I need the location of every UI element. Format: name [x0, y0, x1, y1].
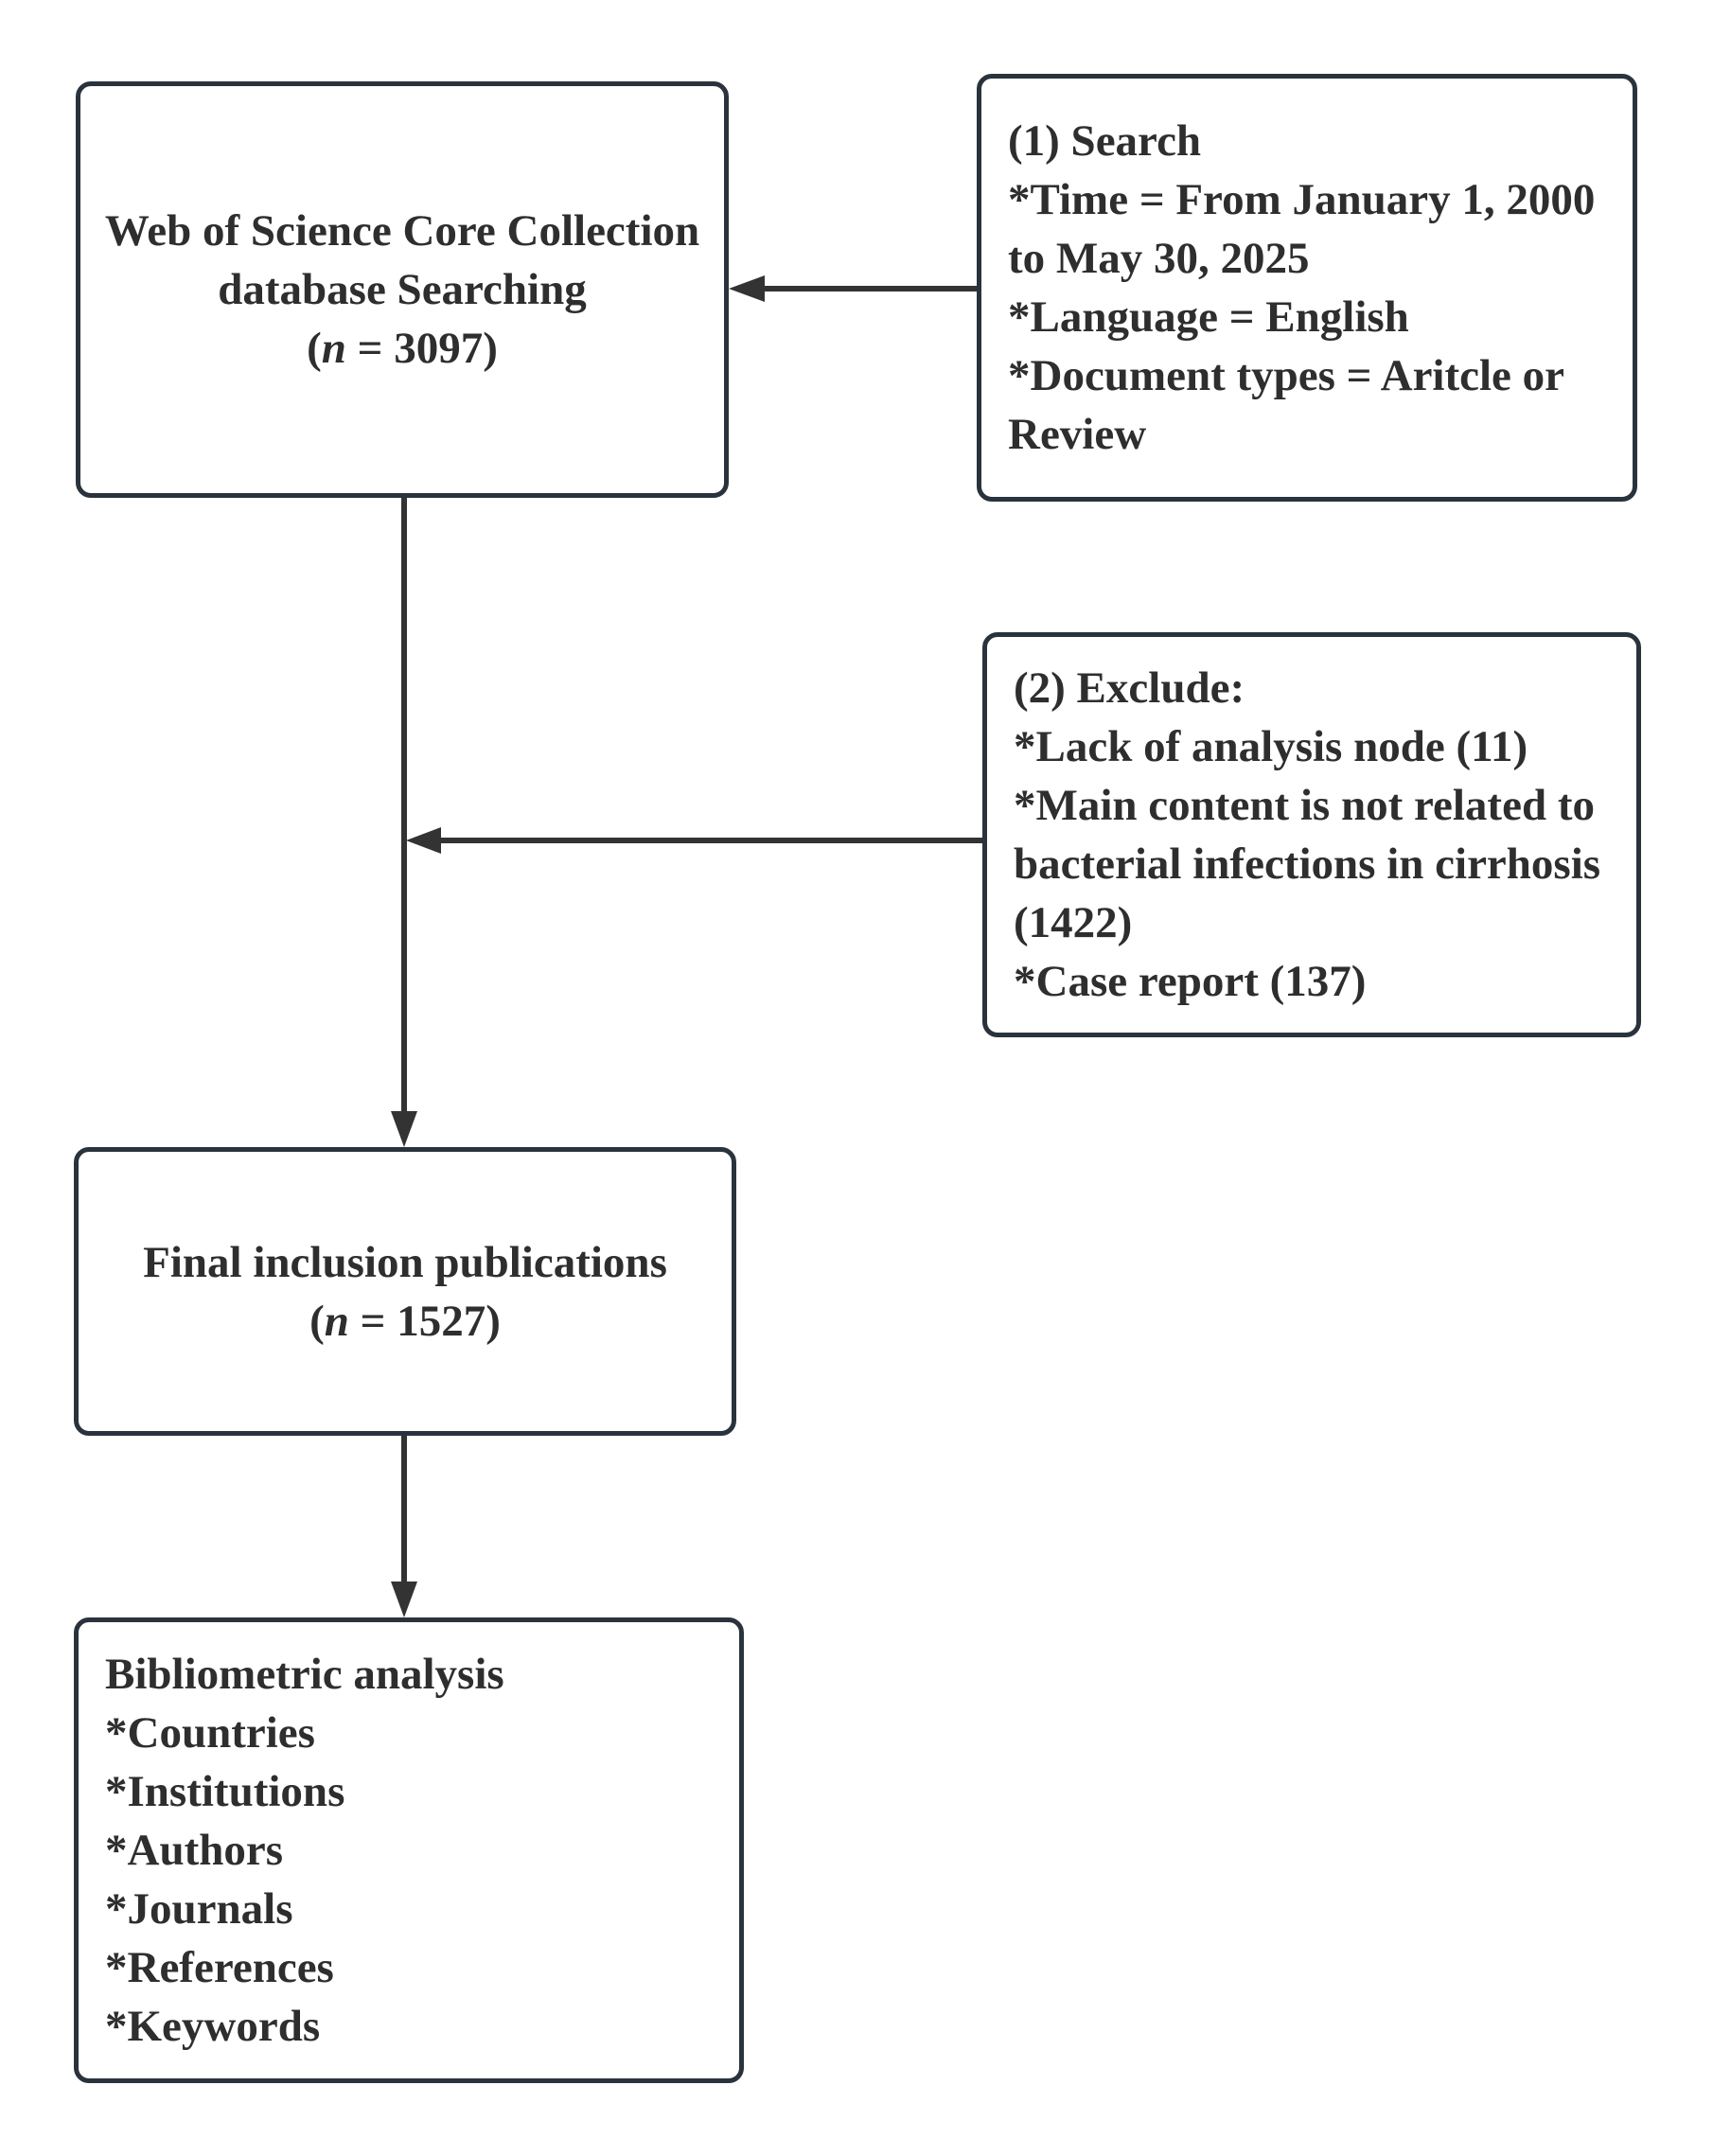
n-value: = 3097): [345, 324, 498, 373]
bibliometric-analysis-box-text: [79, 1645, 739, 2056]
wos-count-line: [80, 319, 724, 378]
arrow-exclude-to-flow: [406, 827, 982, 854]
exclude-criteria-lines: (2) Exclude: *Lack of analysis node (11) *Main content is not related to bacterial infections in cirrhosis (1422) *Case report (137): [1014, 663, 1601, 1006]
arrow-search-to-wos-head: [729, 275, 765, 302]
wos-database-lines: Web of Science Core Collection database Searching: [104, 206, 700, 314]
final-inclusion-lines: Final inclusion publications: [143, 1237, 667, 1287]
n-variable: n: [321, 324, 346, 373]
arrow-search-to-wos: [729, 275, 977, 302]
n-value: = 1527): [348, 1296, 501, 1346]
arrow-final-to-analysis-head: [391, 1582, 417, 1617]
exclude-criteria-box-text: [987, 659, 1636, 1011]
paren-open: (: [307, 324, 322, 373]
wos-database-box: [76, 81, 729, 498]
search-criteria-box: [977, 74, 1637, 502]
search-criteria-lines: (1) Search *Time = From January 1, 2000 to May 30, 2025 *Language = English *Document types = Aritcle or Review: [1008, 116, 1596, 459]
n-variable: n: [324, 1296, 349, 1346]
arrow-wos-to-final-head: [391, 1111, 417, 1147]
wos-database-box-text: [80, 202, 724, 378]
arrow-final-to-analysis: [391, 1434, 417, 1617]
exclude-criteria-box: [982, 632, 1641, 1037]
paren-open: (: [309, 1296, 325, 1346]
arrow-exclude-to-flow-head: [406, 827, 441, 854]
search-criteria-box-text: [981, 112, 1633, 464]
arrow-wos-to-final: [391, 496, 417, 1147]
final-count-line: [79, 1292, 732, 1351]
final-inclusion-box-text: [79, 1233, 732, 1351]
bibliometric-analysis-box: [74, 1617, 744, 2083]
final-inclusion-box: [74, 1147, 736, 1436]
bibliometric-analysis-lines: Bibliometric analysis *Countries *Institutions *Authors *Journals *References *Keywords: [105, 1650, 504, 2051]
